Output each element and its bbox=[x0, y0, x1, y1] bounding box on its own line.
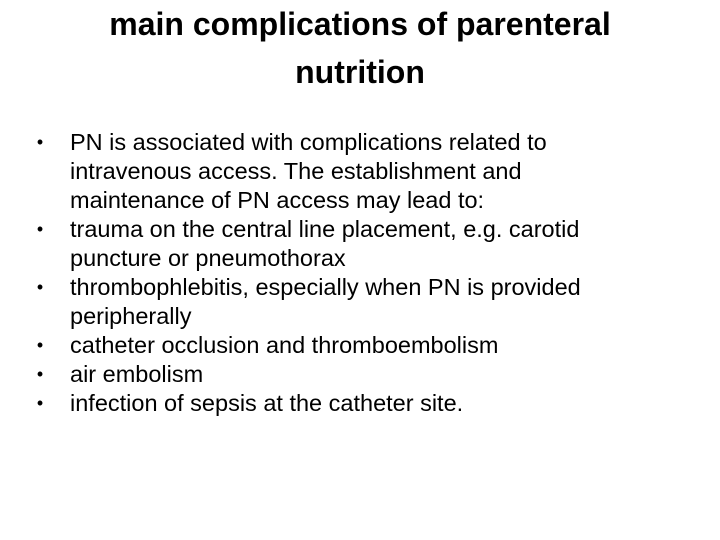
bullet-item bbox=[30, 360, 680, 389]
bullet-icon: • bbox=[36, 335, 44, 355]
bullet-text-line: trauma on the central line placement, e.g. carotid bbox=[70, 216, 580, 242]
bullet-item bbox=[30, 331, 680, 360]
bullet-icon: • bbox=[36, 277, 44, 297]
slide-title bbox=[40, 0, 680, 96]
bullet-text-line: PN is associated with complications related to bbox=[70, 129, 547, 155]
bullet-text-line: catheter occlusion and thromboembolism bbox=[70, 332, 499, 358]
bullet-text-line: thrombophlebitis, especially when PN is provided bbox=[70, 274, 581, 300]
bullet-item bbox=[30, 273, 680, 331]
bullet-item bbox=[30, 215, 680, 273]
bullet-icon: • bbox=[36, 219, 44, 239]
bullet-text-line: air embolism bbox=[70, 361, 204, 387]
bullet-text-line: intravenous access. The establishment and bbox=[70, 158, 522, 184]
slide-title-line: main complications of parenteral bbox=[109, 6, 611, 42]
bullet-text-line: peripherally bbox=[70, 303, 192, 329]
bullet-item bbox=[30, 128, 680, 215]
bullet-icon: • bbox=[36, 132, 44, 152]
bullet-text-line: puncture or pneumothorax bbox=[70, 245, 346, 271]
bullet-icon: • bbox=[36, 364, 44, 384]
bullet-list bbox=[30, 128, 680, 418]
bullet-icon: • bbox=[36, 393, 44, 413]
bullet-text-line: maintenance of PN access may lead to: bbox=[70, 187, 485, 213]
bullet-text-line: infection of sepsis at the catheter site. bbox=[70, 390, 464, 416]
bullet-item bbox=[30, 389, 680, 418]
slide-title-line: nutrition bbox=[295, 54, 425, 90]
